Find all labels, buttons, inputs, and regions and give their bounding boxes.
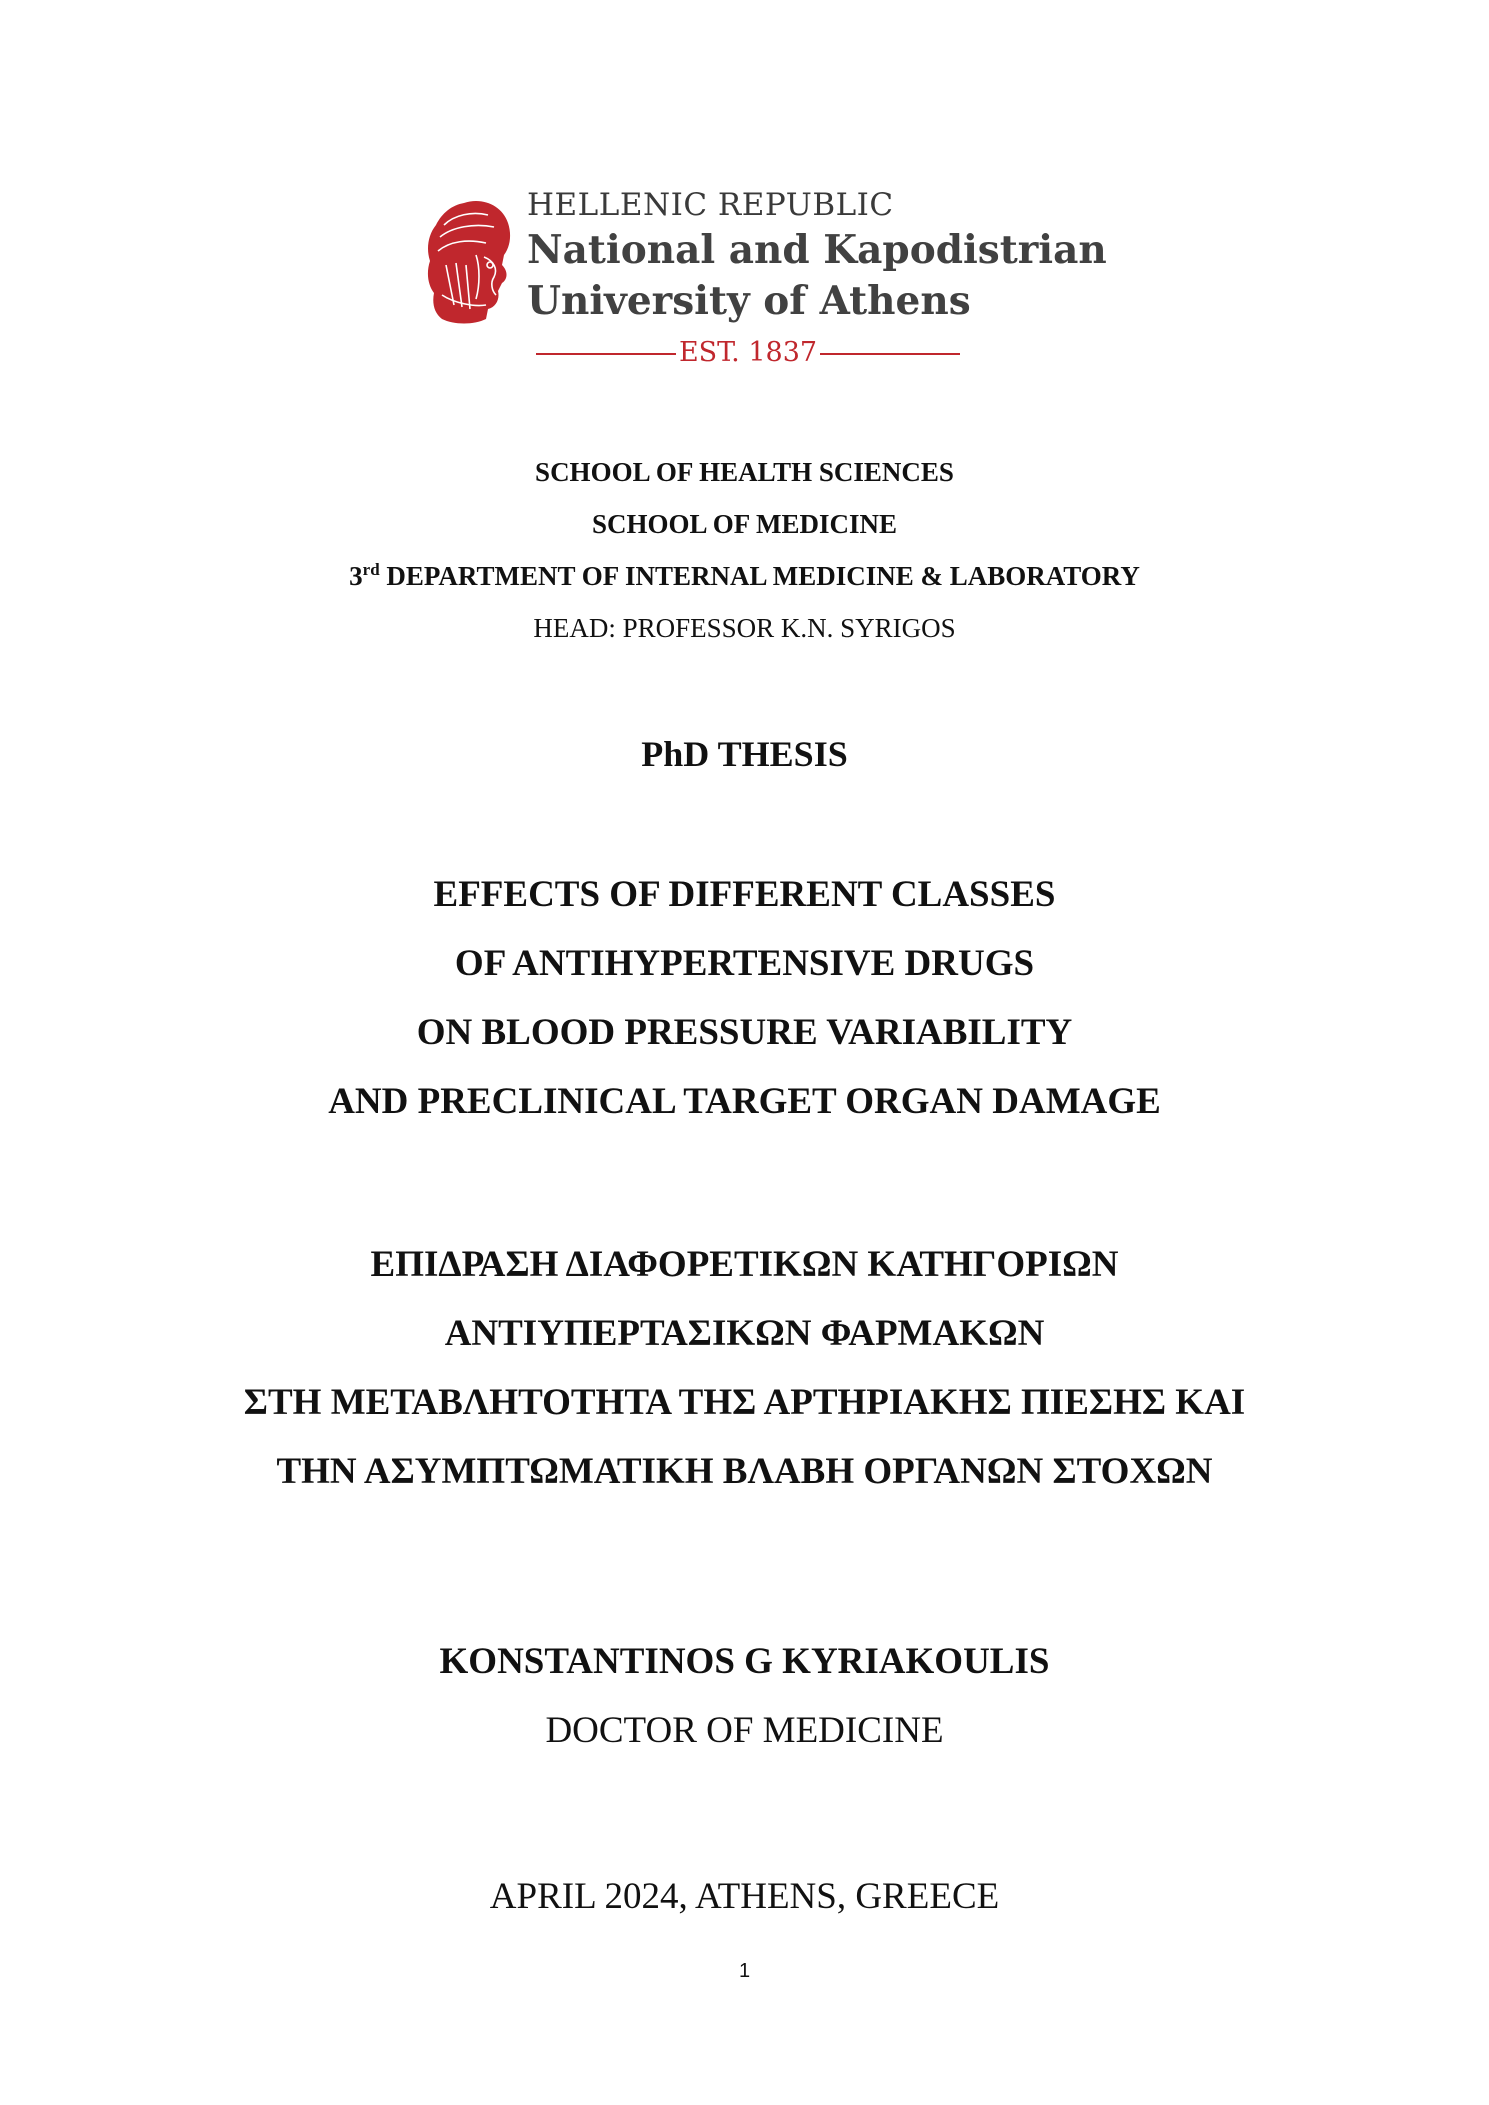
title-en-line2: OF ANTIHYPERTENSIVE DRUGS — [454, 943, 1035, 984]
author-name: KONSTANTINOS G KYRIAKOULIS — [439, 1641, 1050, 1682]
university-name-line2: University of Athens — [527, 278, 971, 324]
title-en-line1: EFFECTS OF DIFFERENT CLASSES — [433, 874, 1056, 915]
department-ordinal: 3 — [349, 561, 363, 591]
university-logo — [424, 185, 1107, 368]
title-gr-line2: ΑΝΤΙΥΠΕΡΤΑΣΙΚΩΝ ΦΑΡΜΑΚΩΝ — [444, 1313, 1045, 1354]
page-number: 1 — [738, 1960, 751, 1982]
title-en-line3: ON BLOOD PRESSURE VARIABILITY — [416, 1012, 1073, 1053]
established-row — [536, 338, 960, 368]
thesis-type: PhD THESIS — [641, 734, 848, 774]
republic-label: HELLENIC REPUBLIC — [527, 187, 894, 223]
title-gr-line4: ΤΗΝ ΑΣΥΜΠΤΩΜΑΤΙΚΗ ΒΛΑΒΗ ΟΡΓΑΝΩΝ ΣΤΟΧΩΝ — [276, 1451, 1213, 1492]
department-label: DEPARTMENT OF INTERNAL MEDICINE & LABORATORY — [379, 561, 1140, 591]
university-name-line1: National and Kapodistrian — [527, 227, 1107, 273]
athena-helmet-icon — [424, 195, 514, 330]
department-ordinal-suffix: rd — [362, 560, 380, 579]
school-name: SCHOOL OF HEALTH SCIENCES — [535, 457, 954, 487]
author-degree: DOCTOR OF MEDICINE — [545, 1710, 944, 1751]
date-place: APRIL 2024, ATHENS, GREECE — [489, 1876, 1000, 1917]
title-gr-line3: ΣΤΗ ΜΕΤΑΒΛΗΤΟΤΗΤΑ ΤΗΣ ΑΡΤΗΡΙΑΚΗΣ ΠΙΕΣΗΣ ΚΑΙ — [243, 1382, 1246, 1423]
title-en-line4: AND PRECLINICAL TARGET ORGAN DAMAGE — [328, 1081, 1161, 1122]
established-label: EST. 1837 — [678, 337, 818, 368]
department-name — [0, 560, 1489, 592]
divider-right — [820, 353, 960, 355]
title-gr-line1: ΕΠΙΔΡΑΣΗ ΔΙΑΦΟΡΕΤΙΚΩΝ ΚΑΤΗΓΟΡΙΩΝ — [370, 1244, 1119, 1285]
department-head: HEAD: PROFESSOR K.N. SYRIGOS — [533, 613, 956, 643]
subschool-name: SCHOOL OF MEDICINE — [591, 509, 898, 539]
